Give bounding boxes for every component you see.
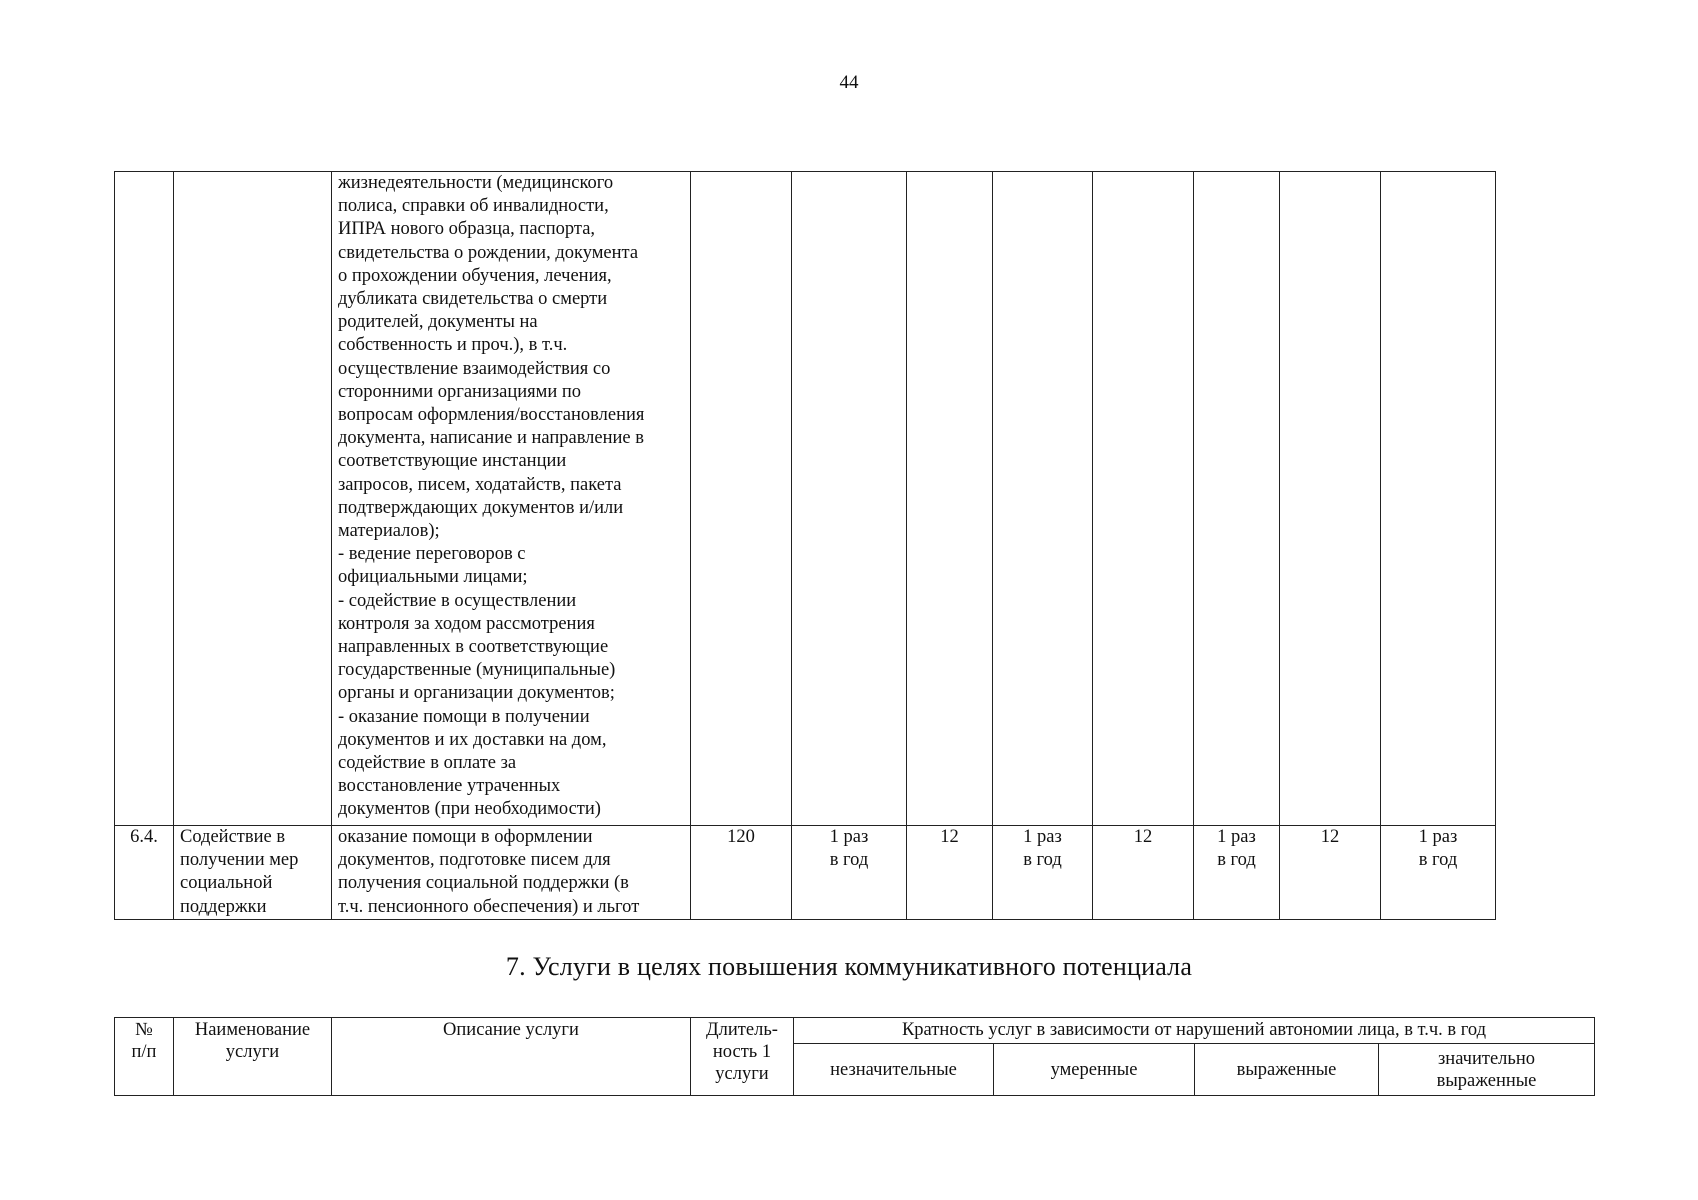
empty-cell [993,172,1093,826]
table-row [115,826,1496,920]
page-number: 44 [839,72,859,93]
header-num: № п/п [115,1018,174,1096]
empty-cell [1194,172,1280,826]
count-cell-moderate: 12 [1093,826,1194,920]
service-description-cell: жизнедеятельности (медицинского полиса, справки об инвалидности, ИПРА нового образца, паспорта, свидетельства о рождении, документа о прохождении обучения, лечения, дубликата свидетельства о смерти родителей, документы на собственность и проч.), в т.ч. осуществление взаимодействия со сторонними организациями по вопросам оформления/восстановления документа, написание и направление в соответствующие инстанции запросов, писем, ходатайств, пакета подтверждающих документов и/или материалов); - ведение переговоров с официальными лицами; - содействие в осуществлении контроля за ходом рассмотрения направленных в соответствующие государственные (муниципальные) органы и организации документов; - оказание помощи в получении документов и их доставки на дом, содействие в оплате за восстановление утраченных документов (при необходимости) [332,172,691,826]
header-duration: Длитель- ность 1 услуги [691,1018,794,1096]
header-level-pronounced: выраженные [1195,1044,1379,1096]
empty-cell [792,172,907,826]
service-description-cell: оказание помощи в оформлении документов, подготовке писем для получения социальной поддержки (в т.ч. пенсионного обеспечения) и льгот [332,826,691,920]
services-table-continuation [114,171,1496,920]
empty-cell [1093,172,1194,826]
frequency-cell-pronounced: 1 раз в год [1194,826,1280,920]
frequency-cell-significant: 1 раз в год [1381,826,1496,920]
count-cell-pronounced: 12 [1280,826,1381,920]
row-number-cell [115,172,174,826]
empty-cell [1280,172,1381,826]
frequency-cell-moderate: 1 раз в год [993,826,1093,920]
empty-cell [691,172,792,826]
empty-cell [1381,172,1496,826]
header-level-moderate: умеренные [994,1044,1195,1096]
header-level-significant: значительно выраженные [1379,1044,1595,1096]
section-7-title: 7. Услуги в целях повышения коммуникативного потенциала [505,952,1193,981]
section-7-table-header [114,1017,1595,1096]
header-description: Описание услуги [332,1018,691,1096]
service-name-cell: Содействие в получении мер социальной поддержки [174,826,332,920]
table-row [115,172,1496,826]
frequency-cell-minor: 1 раз в год [792,826,907,920]
count-cell-minor: 12 [907,826,993,920]
empty-cell [907,172,993,826]
row-number-cell: 6.4. [115,826,174,920]
header-frequency-group: Кратность услуг в зависимости от нарушений автономии лица, в т.ч. в год [794,1018,1595,1044]
header-level-minor: незначительные [794,1044,994,1096]
header-name: Наименование услуги [174,1018,332,1096]
duration-cell: 120 [691,826,792,920]
service-name-cell [174,172,332,826]
header-row [115,1018,1595,1044]
